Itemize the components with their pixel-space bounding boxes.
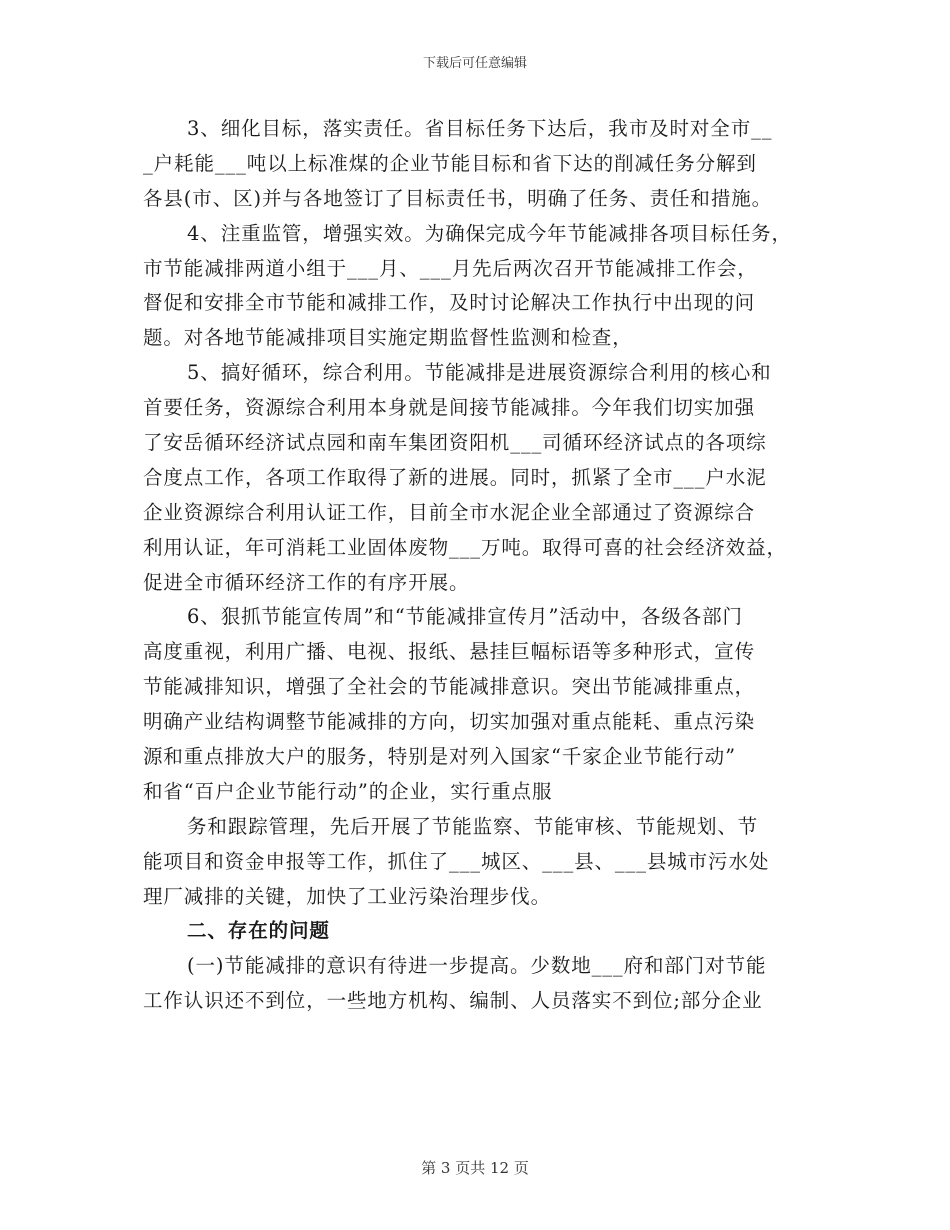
- text-line: 6、狠抓节能宣传周”和“节能减排宣传月”活动中，各级各部门: [187, 605, 743, 629]
- text-line: 5、搞好循环，综合利用。节能减排是进展资源综合利用的核心和: [187, 361, 772, 385]
- text-line: 明确产业结构调整节能减排的方向，切实加强对重点能耗、重点污染: [143, 710, 756, 734]
- text-line: (一)节能减排的意识有待进一步提高。少数地___府和部门对节能: [187, 954, 767, 978]
- text-line: 高度重视，利用广播、电视、报纸、悬挂巨幅标语等多种形式，宣传: [143, 640, 756, 664]
- text-line: 督促和安排全市节能和减排工作，及时讨论解决工作执行中出现的问: [143, 291, 756, 315]
- text-line: 工作认识还不到位，一些地方机构、编制、人员落实不到位;部分企业: [143, 989, 763, 1013]
- text-line: 节能减排知识，增强了全社会的节能减排意识。突出节能减排重点，: [143, 675, 756, 699]
- text-line: 能项目和资金申报等工作，抓住了___城区、___县、___县城市污水处: [143, 849, 770, 873]
- text-line: 合度点工作，各项工作取得了新的进展。同时，抓紧了全市___户水泥: [143, 465, 767, 489]
- page-number: 第 3 页共 12 页: [421, 1159, 529, 1177]
- text-line: 务和跟踪管理，先后开展了节能监察、节能审核、节能规划、节: [187, 814, 759, 838]
- document-body: [143, 112, 807, 1019]
- text-line: 和省“百户企业节能行动”的企业，实行重点服: [143, 779, 553, 803]
- text-line: 企业资源综合利用认证工作，目前全市水泥企业全部通过了资源综合: [143, 500, 756, 524]
- text-line: 各县(市、区)并与各地签订了目标责任书，明确了任务、责任和措施。: [143, 186, 773, 210]
- text-line: 利用认证，年可消耗工业固体废物___万吨。取得可喜的社会经济效益，: [143, 535, 787, 559]
- text-line: 4、注重监管，增强实效。为确保完成今年节能减排各项目标任务，: [187, 221, 792, 245]
- text-line: 了安岳循环经济试点园和南车集团资阳机___司循环经济试点的各项综: [143, 431, 767, 455]
- text-line: 源和重点排放大户的服务，特别是对列入国家“千家企业节能行动”: [143, 745, 736, 769]
- text-line: 理厂减排的关键，加快了工业污染治理步伐。: [143, 884, 552, 908]
- text-line: 市节能减排两道小组于___月、___月先后两次召开节能减排工作会，: [143, 256, 758, 280]
- text-line: _户耗能___吨以上标准煤的企业节能目标和省下达的削减任务分解到: [143, 151, 757, 175]
- text-line: 3、细化目标，落实责任。省目标任务下达后，我市及时对全市__: [187, 117, 773, 140]
- text-line: 促进全市循环经济工作的有序开展。: [143, 570, 470, 594]
- page-header-note: 下载后可任意编辑: [422, 56, 527, 71]
- text-line: 题。对各地节能减排项目实施定期监督性监测和检查，: [143, 326, 633, 350]
- section-heading: 二、存在的问题: [187, 919, 330, 943]
- text-line: 首要任务，资源综合利用本身就是间接节能减排。今年我们切实加强: [143, 396, 756, 420]
